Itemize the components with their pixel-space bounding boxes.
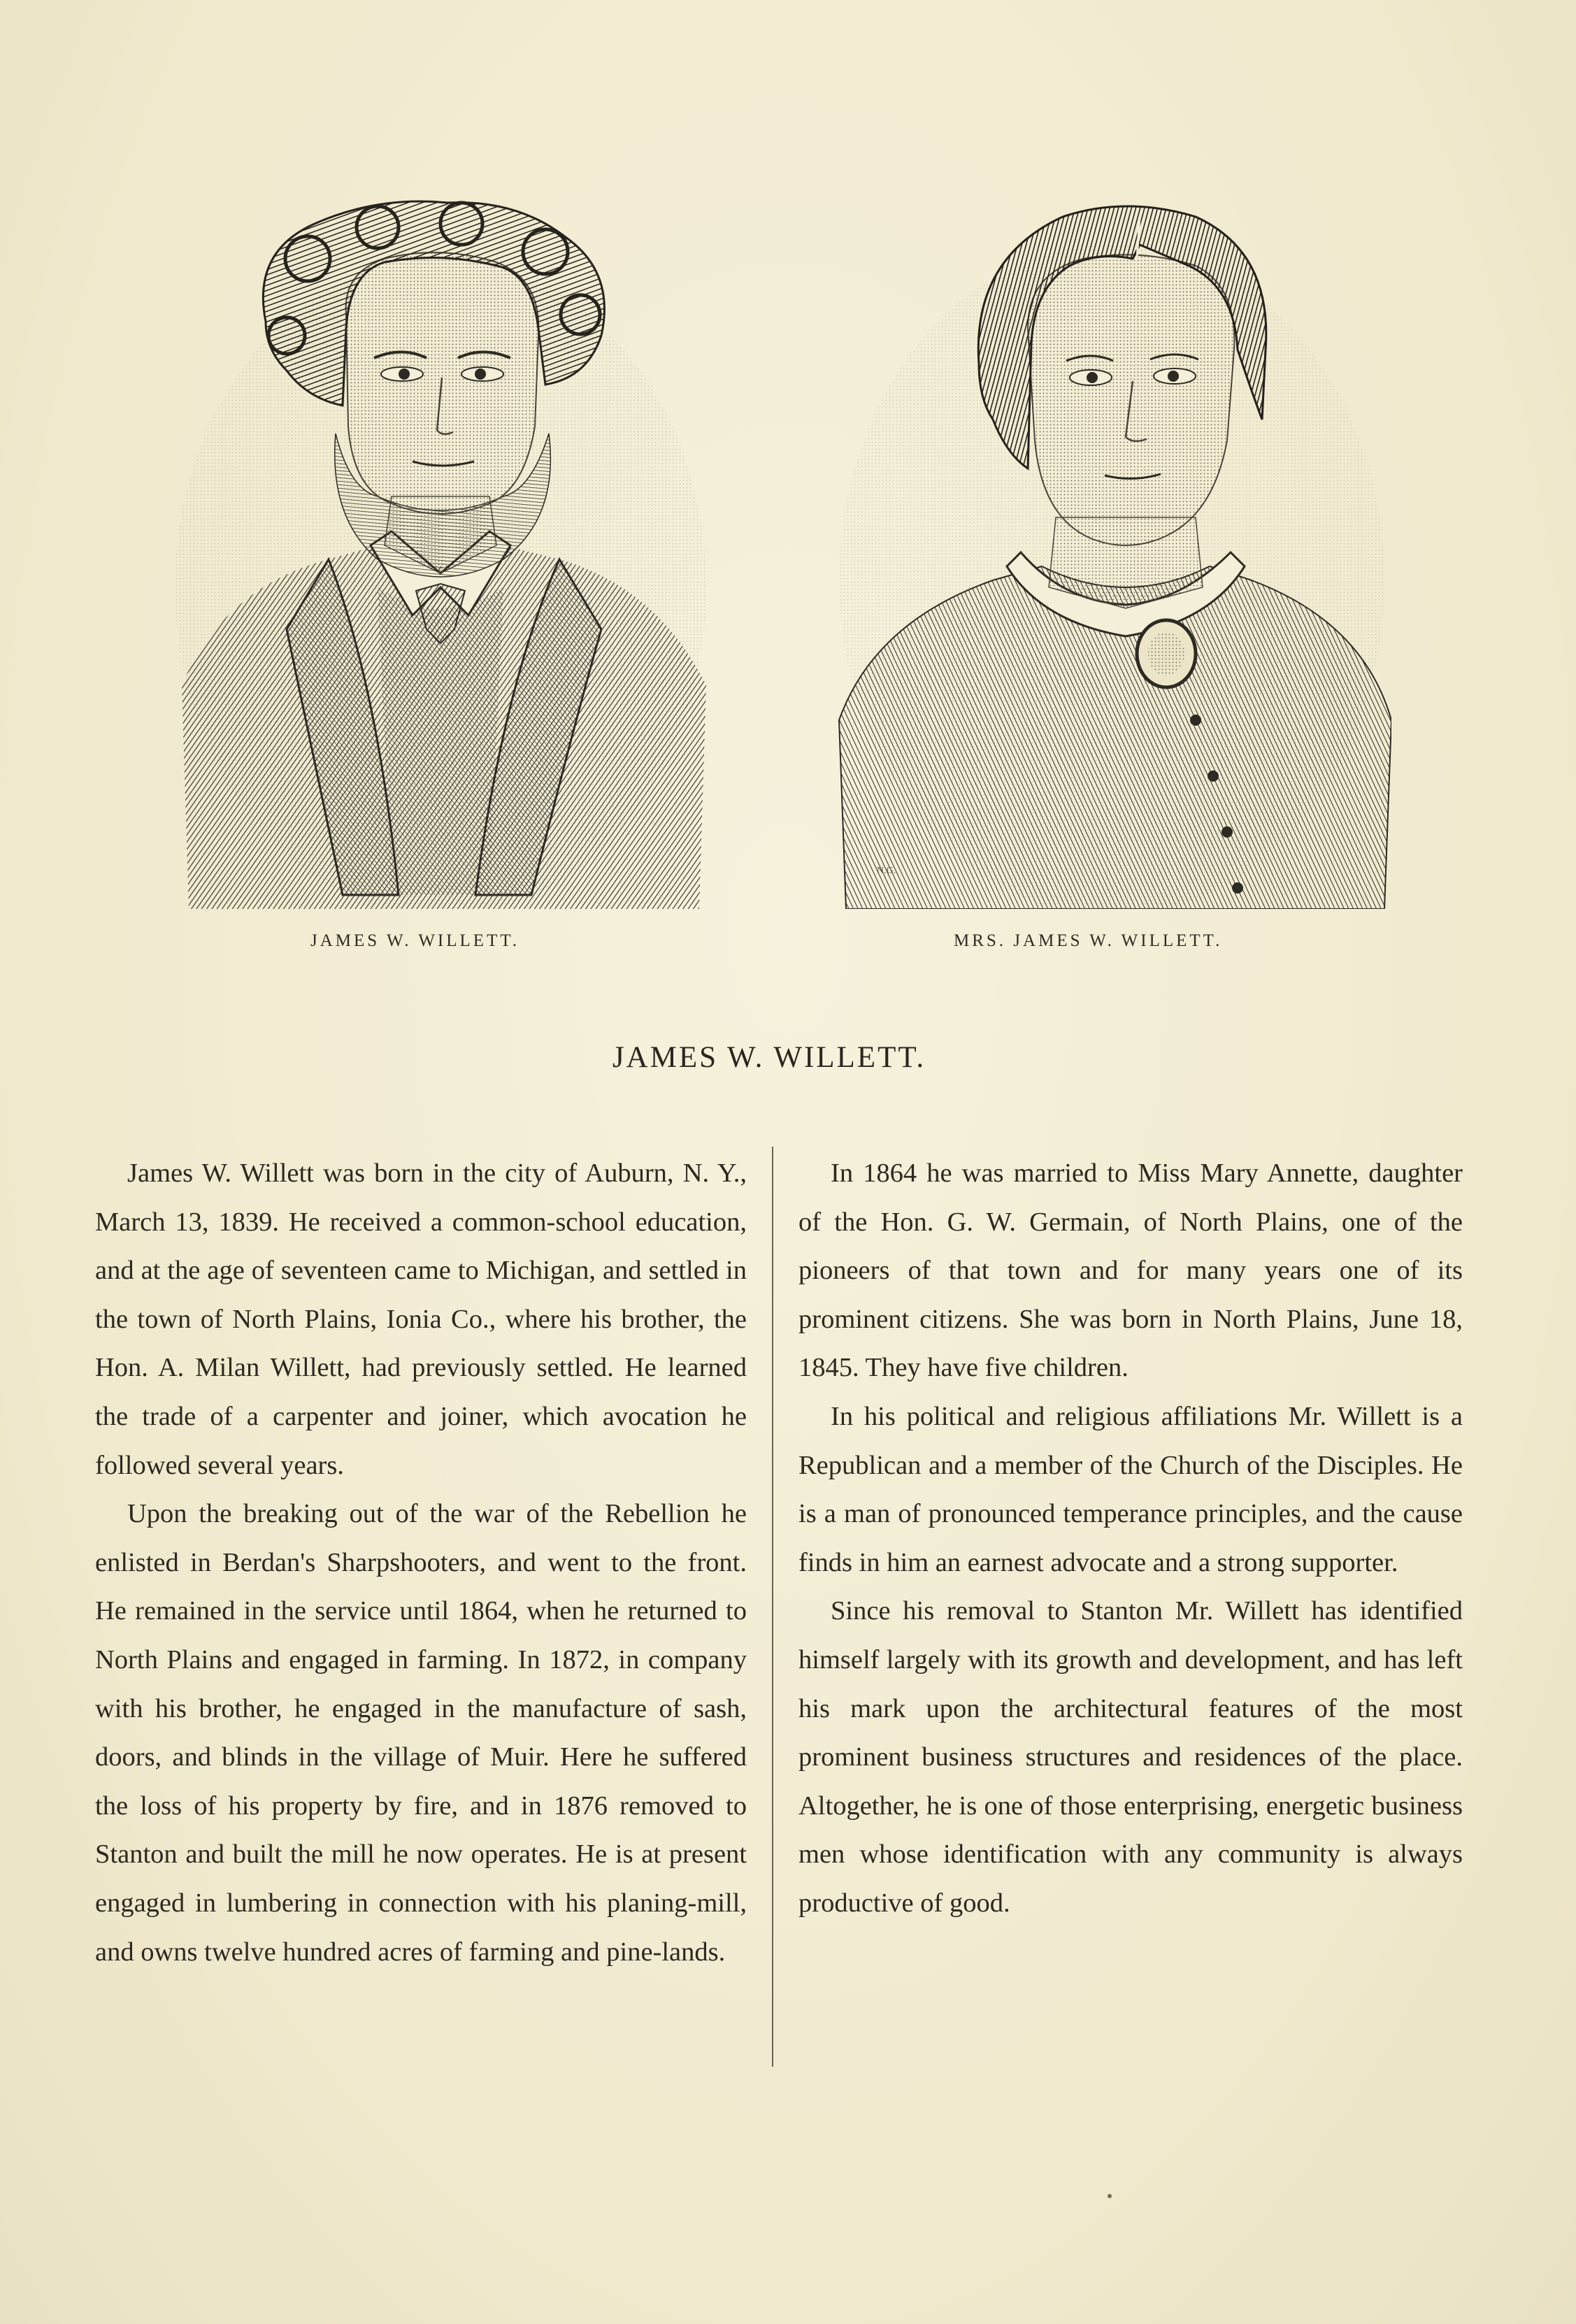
column-divider	[772, 1147, 773, 2067]
paragraph: Since his removal to Stanton Mr. Willett has identified himself largely with its growth and development, and has left his mark upon the architectural features of the most prominent business structures and residences of the place. Altogether, he is one of those enterprising, energetic business men whose identification with any community is always productive of good.	[798, 1596, 1463, 1918]
paragraph: Upon the breaking out of the war of the Rebellion he enlisted in Berdan's Sharpshooters, and went to the front. He remained in the service until 1864, when he returned to North Plains and engaged in farming. In 1872, in company with his brother, he engaged in the manufacture of sash, doors, and blinds in the village of Muir. Here he suffered the loss of his property by fire, and in 1876 removed to Stanton and built the mill he now operates. He is at present engaged in lumbering in connection with his planing-mill, and owns twelve hundred acres of farming and pine-lands.	[95, 1499, 747, 1967]
engraver-mark: N.G.	[877, 866, 896, 876]
paragraph: In his political and religious affiliations Mr. Willett is a Republican and a member of the Church of the Disciples. He is a man of pronounced temperance principles, and the cause finds in him an earnest advocate and a strong supporter.	[798, 1401, 1463, 1577]
article-title: JAMES W. WILLETT.	[612, 1041, 926, 1074]
portrait-caption-right: MRS. JAMES W. WILLETT.	[954, 931, 1223, 950]
paper-speck	[1108, 2194, 1112, 2198]
paragraph: In 1864 he was married to Miss Mary Annette, daughter of the Hon. G. W. Germain, of North Plains, one of the pioneers of that town and for many years one of its prominent citizens. She was born in North Plains, June 18, 1845. They have five children.	[798, 1159, 1463, 1383]
right-text-column	[798, 1149, 1463, 1928]
paragraph: James W. Willett was born in the city of Auburn, N. Y., March 13, 1839. He received a common-school education, and at the age of seventeen came to Michigan, and settled in the town of North Plains, Ionia Co., where his brother, the Hon. A. Milan Willett, had previously settled. He learned the trade of a carpenter and joiner, which avocation he followed several years.	[95, 1159, 747, 1480]
portrait-mrs-james-w-willett	[832, 189, 1391, 909]
portrait-james-w-willett	[168, 196, 713, 909]
left-text-column	[95, 1149, 747, 1977]
portrait-caption-left: JAMES W. WILLETT.	[310, 931, 520, 950]
